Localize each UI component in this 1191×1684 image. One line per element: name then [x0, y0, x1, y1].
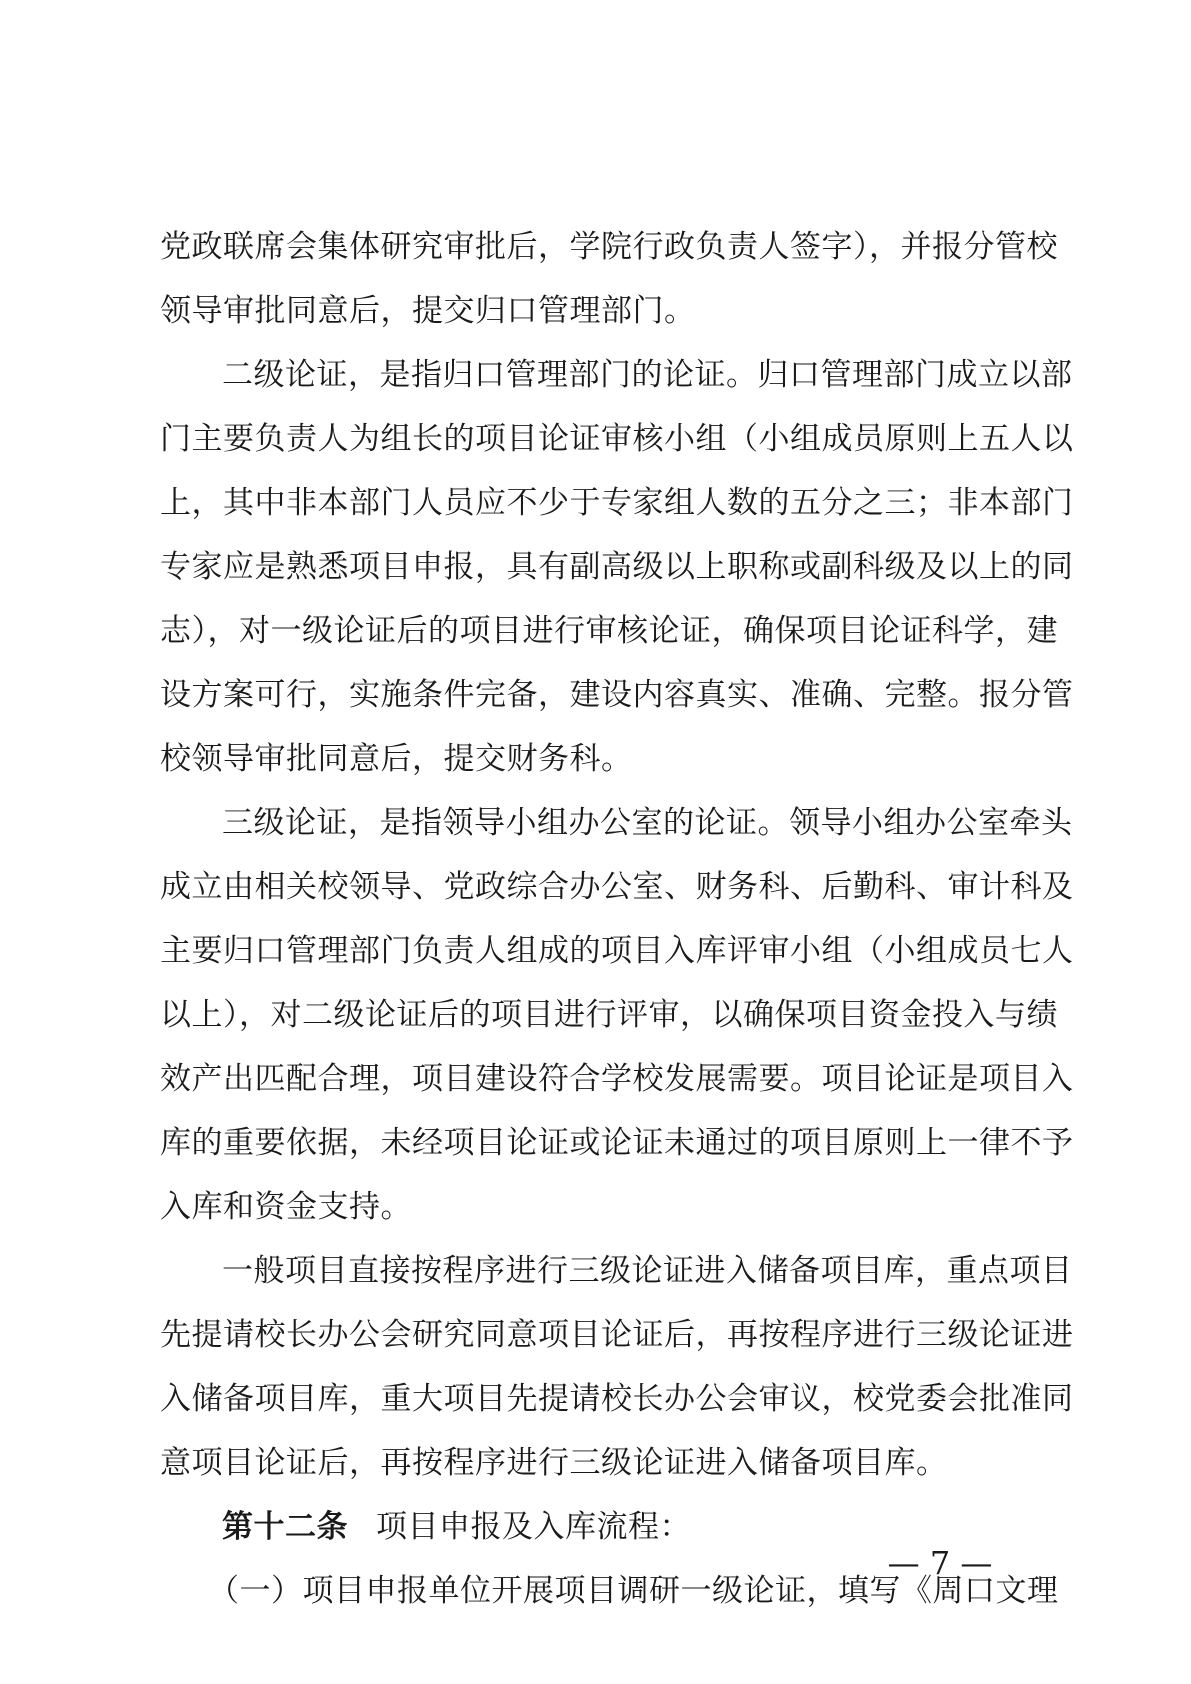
- text-line: 入库和资金支持。: [160, 1189, 412, 1225]
- text-line: 入储备项目库，重大项目先提请校长办公会审议，校党委会批准同: [160, 1381, 1074, 1417]
- text-line: 成立由相关校领导、党政综合办公室、财务科、后勤科、审计科及: [160, 869, 1074, 905]
- text-line: 效产出匹配合理，项目建设符合学校发展需要。项目论证是项目入: [160, 1061, 1074, 1097]
- body-text: [160, 215, 1074, 1623]
- text-line: 意项目论证后，再按程序进行三级论证进入储备项目库。: [160, 1445, 948, 1481]
- article-text: 项目申报及入库流程：: [376, 1509, 691, 1545]
- text-line: 设方案可行，实施条件完备，建设内容真实、准确、完整。报分管: [160, 677, 1074, 713]
- text-line: 一般项目直接按程序进行三级论证进入储备项目库，重点项目: [222, 1253, 1073, 1289]
- text-line: 主要归口管理部门负责人组成的项目入库评审小组（小组成员七人: [160, 933, 1074, 969]
- text-line: 上，其中非本部门人员应不少于专家组人数的五分之三；非本部门: [160, 485, 1074, 521]
- text-line: 先提请校长办公会研究同意项目论证后，再按程序进行三级论证进: [160, 1317, 1074, 1353]
- text-line: 库的重要依据，未经项目论证或论证未通过的项目原则上一律不予: [160, 1125, 1074, 1161]
- text-line: 校领导审批同意后，提交财务科。: [160, 741, 633, 777]
- text-line: （一）项目申报单位开展项目调研一级论证，填写《周口文理: [208, 1573, 1059, 1609]
- text-line: 专家应是熟悉项目申报，具有副高级以上职称或副科级及以上的同: [160, 549, 1074, 585]
- text-line: 二级论证，是指归口管理部门的论证。归口管理部门成立以部: [222, 357, 1073, 393]
- text-line: 党政联席会集体研究审批后，学院行政负责人签字），并报分管校: [160, 229, 1058, 265]
- text-line: 领导审批同意后，提交归口管理部门。: [160, 293, 696, 329]
- page-number: — 7 —: [887, 1544, 993, 1582]
- text-line: 门主要负责人为组长的项目论证审核小组（小组成员原则上五人以: [160, 421, 1074, 457]
- text-line: 志），对一级论证后的项目进行审核论证，确保项目论证科学，建: [160, 613, 1058, 649]
- text-line: 三级论证，是指领导小组办公室的论证。领导小组办公室牵头: [222, 805, 1073, 841]
- text-line: 以上），对二级论证后的项目进行评审，以确保项目资金投入与绩: [160, 997, 1058, 1033]
- article-label: 第十二条: [222, 1509, 348, 1545]
